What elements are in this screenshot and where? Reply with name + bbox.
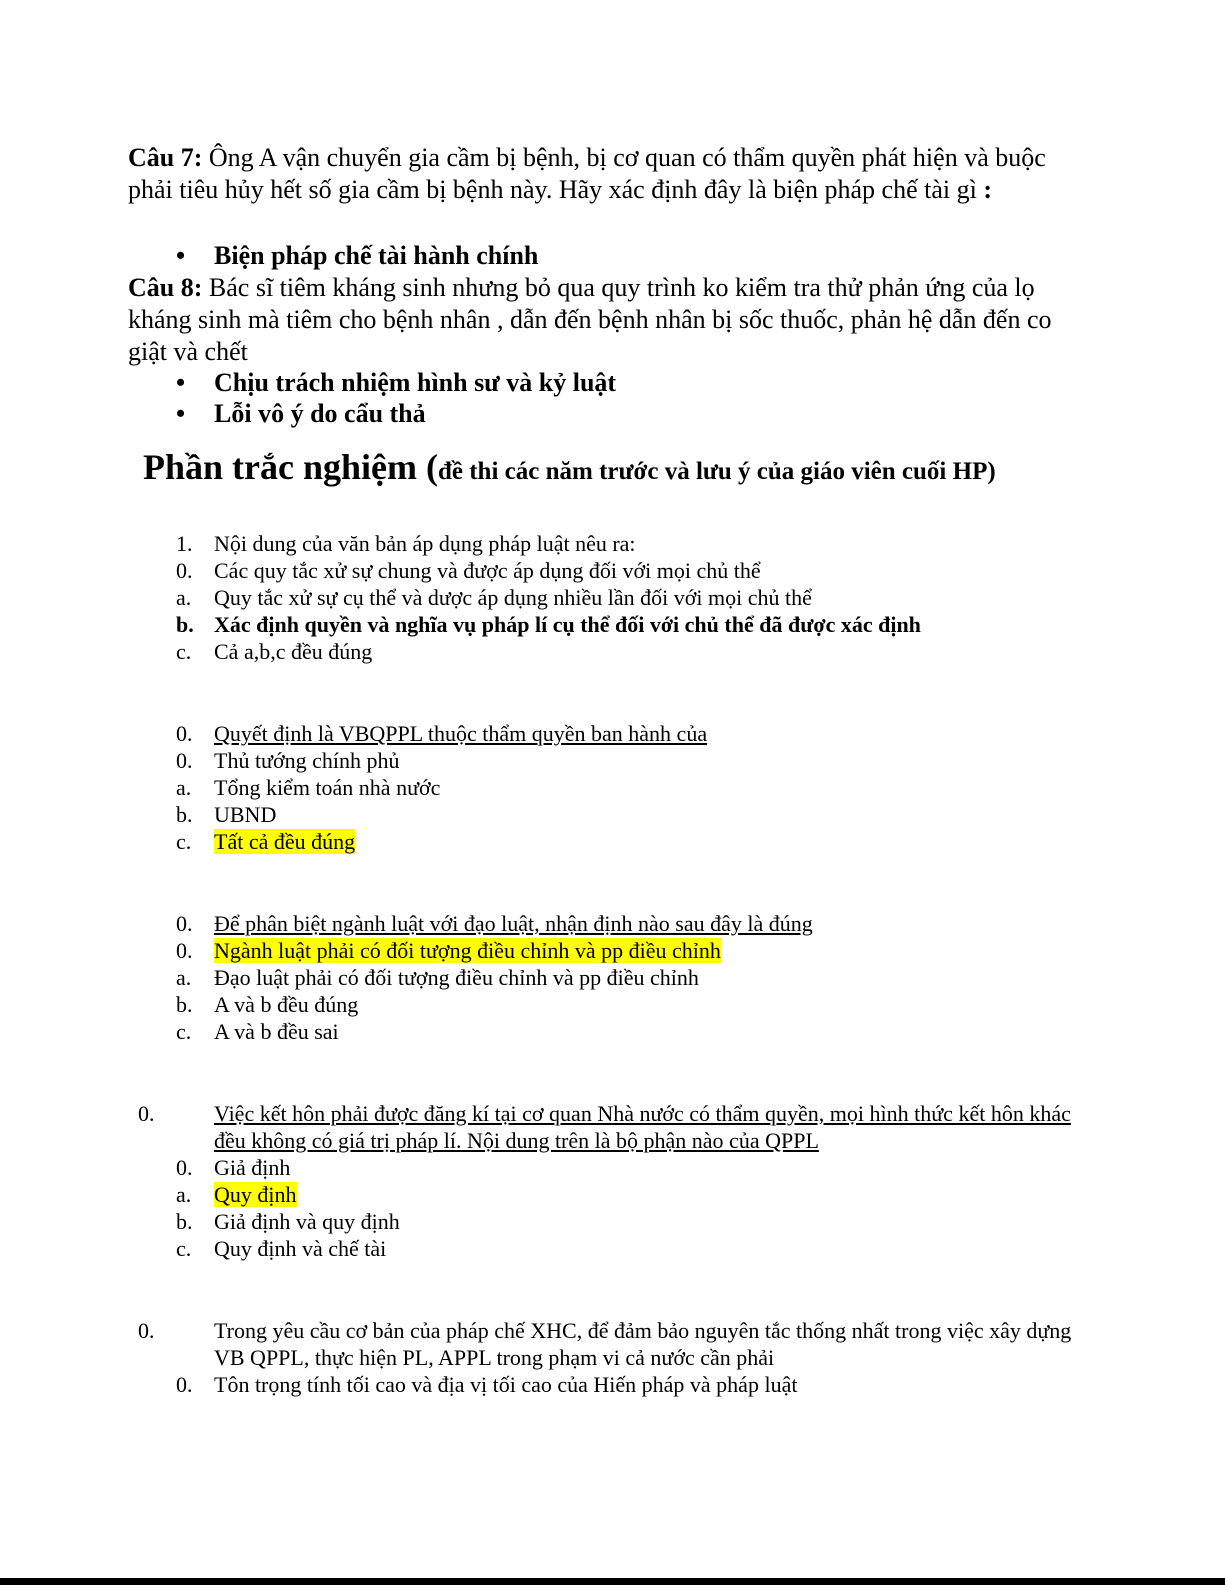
mcq-1-option: a. Quy tắc xử sự cụ thể và dược áp dụng nhiều lần đối với mọi chủ thể (176, 585, 812, 610)
question-7-answer-1: • Biện pháp chế tài hành chính (176, 241, 539, 270)
mcq-2-option-correct: c. Tất cả đều đúng (176, 829, 356, 854)
mcq-4-question: 0. Việc kết hôn phải được đăng kí tại cơ quan Nhà nước có thẩm quyền, mọi hình thức kết hôn khác đều không có giá trị pháp lí. Nội dung trên là bộ phận nào của QPPL (138, 1101, 1071, 1153)
mcq-3-option-correct: 0. Ngành luật phải có đối tượng điều chỉnh và pp điều chỉnh (176, 938, 721, 963)
bullet-icon: • (176, 368, 186, 397)
mcq-1-option: 0. Các quy tắc xử sự chung và được áp dụng đối với mọi chủ thể (176, 558, 761, 583)
question-7-colon: : (983, 175, 993, 204)
mcq-5-option: 0. Tôn trọng tính tối cao và địa vị tối cao của Hiến pháp và pháp luật (176, 1372, 798, 1397)
question-7-paragraph (128, 142, 1088, 206)
question-8-text: Bác sĩ tiêm kháng sinh nhưng bỏ qua quy trình ko kiểm tra thử phản ứng của lọ kháng sinh mà tiêm cho bệnh nhân , dẫn đến bệnh nhân bị sốc thuốc, phản hệ dẫn đến co giật và chết (128, 273, 1052, 366)
mcq-4-option: b. Giả định và quy định (176, 1209, 400, 1234)
mcq-1-option-correct: b. Xác định quyền và nghĩa vụ pháp lí cụ thể đối với chủ thể đã được xác định (176, 612, 921, 637)
section-title: Phần trắc nghiệm ( (143, 447, 438, 487)
page-bottom-border (0, 1578, 1225, 1585)
question-8-paragraph (128, 272, 1088, 368)
mcq-2-option: 0. Thủ tướng chính phủ (176, 748, 400, 773)
mcq-5-question: 0. Trong yêu cầu cơ bản của pháp chế XHC, để đảm bảo nguyên tắc thống nhất trong việc xây dựng VB QPPL, thực hiện PL, APPL trong phạm vi cả nước cần phải (138, 1318, 1072, 1370)
mcq-2-question: 0. Quyết định là VBQPPL thuộc thẩm quyền ban hành của (176, 721, 708, 746)
bullet-icon: • (176, 399, 186, 428)
mcq-2-option: b. UBND (176, 802, 277, 827)
mcq-3-option: b. A và b đều đúng (176, 992, 359, 1017)
mcq-4-option-correct: a. Quy định (176, 1182, 297, 1207)
question-8-label: Câu 8: (128, 273, 203, 302)
mcq-4-option: c. Quy định và chế tài (176, 1236, 387, 1261)
bullet-icon: • (176, 241, 186, 270)
mcq-3-question: 0. Để phân biệt ngành luật với đạo luật, nhận định nào sau đây là đúng (176, 911, 813, 936)
mcq-3-option: a. Đạo luật phải có đối tượng điều chỉnh và pp điều chỉnh (176, 965, 699, 990)
mcq-4-option: 0. Giả định (176, 1155, 291, 1180)
question-8-answer-2: • Lỗi vô ý do cẩu thả (176, 399, 426, 428)
mcq-3-option: c. A và b đều sai (176, 1019, 339, 1044)
mcq-1-question: 1. Nội dung của văn bản áp dụng pháp luật nêu ra: (176, 531, 636, 556)
section-heading (143, 446, 996, 488)
section-subtitle: đề thi các năm trước và lưu ý của giáo viên cuối HP) (437, 458, 996, 485)
question-8-answer-1: • Chịu trách nhiệm hình sư và kỷ luật (176, 368, 617, 397)
mcq-1-option: c. Cả a,b,c đều đúng (176, 639, 373, 664)
question-7-text: Ông A vận chuyển gia cầm bị bệnh, bị cơ quan có thẩm quyền phát hiện và buộc phải tiêu hủy hết số gia cầm bị bệnh này. Hãy xác định đây là biện pháp chế tài gì (128, 143, 1046, 204)
mcq-2-option: a. Tổng kiểm toán nhà nước (176, 775, 441, 800)
question-7-label: Câu 7: (128, 143, 203, 172)
